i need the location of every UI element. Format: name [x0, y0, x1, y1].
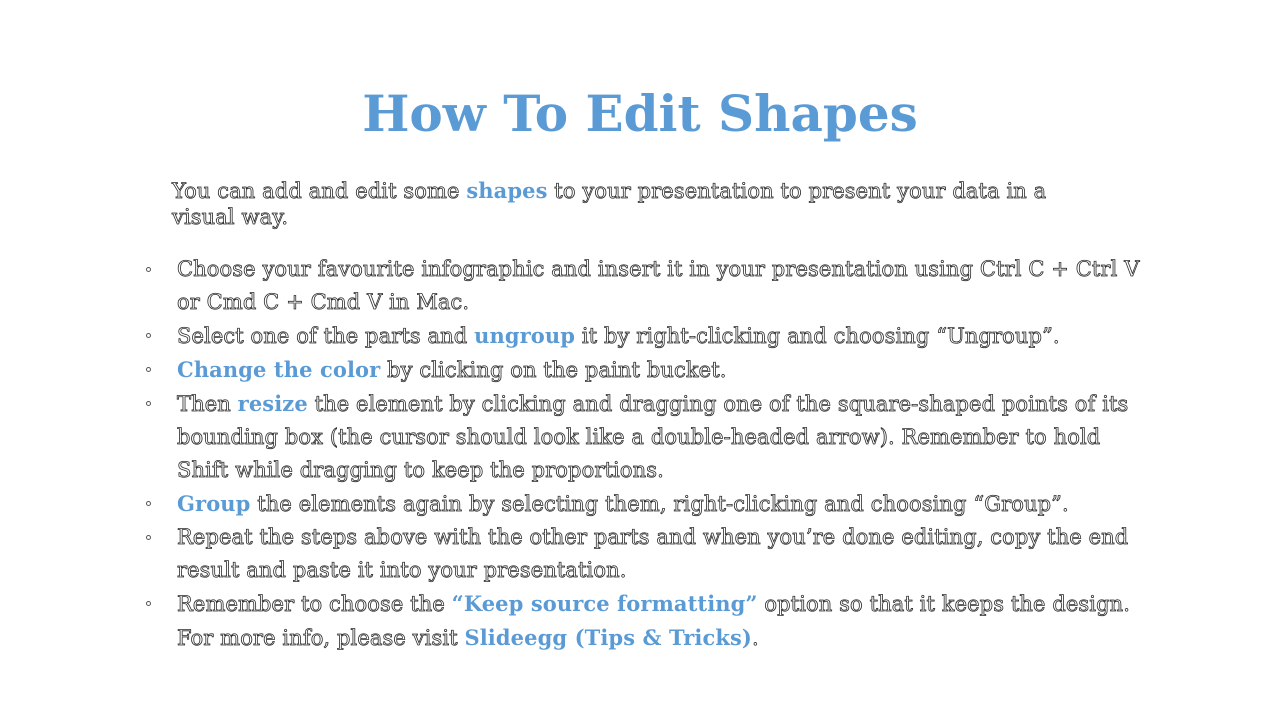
list-item-text: option so that it keeps the design. For more info, please visit — [177, 592, 1131, 650]
bullet-dot-icon — [146, 501, 151, 506]
highlighted-term: Slideegg (Tips & Tricks) — [464, 625, 752, 650]
list-item — [145, 319, 1155, 353]
list-item-text: the elements again by selecting them, right-clicking and choosing “Group”. — [250, 492, 1069, 516]
intro-text-before: You can add and edit some — [172, 179, 467, 203]
highlighted-term: “Keep source formatting” — [451, 591, 758, 616]
list-item-text: by clicking on the paint bucket. — [380, 358, 727, 382]
intro-highlight-shapes: shapes — [466, 178, 548, 203]
intro-paragraph — [172, 178, 1112, 230]
list-item-text: Then — [177, 392, 238, 416]
list-item-text: Select one of the parts and — [177, 324, 475, 348]
list-item — [145, 253, 1155, 319]
list-item-text: Choose your favourite infographic and insert it in your presentation using Ctrl C + Ctrl V or Cmd C + Cmd V in Mac. — [177, 257, 1140, 314]
list-item-text: . — [751, 626, 759, 650]
bullet-dot-icon — [146, 535, 151, 540]
bullet-dot-icon — [146, 601, 151, 606]
list-item — [145, 521, 1155, 587]
instruction-list — [145, 253, 1155, 655]
bullet-dot-icon — [146, 333, 151, 338]
list-item-text: it by right-clicking and choosing “Ungroup”. — [575, 324, 1060, 348]
list-item — [145, 387, 1155, 487]
intro-text-after: to your presentation to present your data in a visual way. — [172, 179, 1047, 229]
list-item-text: Repeat the steps above with the other parts and when you’re done editing, copy the end result and paste it into your presentation. — [177, 525, 1129, 582]
highlighted-term: ungroup — [474, 323, 576, 348]
bullet-dot-icon — [146, 367, 151, 372]
list-item — [145, 487, 1155, 521]
bullet-dot-icon — [146, 401, 151, 406]
highlighted-term: Change the color — [177, 357, 381, 382]
highlighted-term: resize — [237, 391, 308, 416]
list-item — [145, 353, 1155, 387]
highlighted-term: Group — [177, 491, 251, 516]
bullet-dot-icon — [146, 267, 151, 272]
list-item-text: the element by clicking and dragging one of the square-shaped points of its bounding box (the cursor should look like a double-headed arrow). Remember to hold Shift while dragging to keep the proportions. — [177, 392, 1129, 482]
list-item — [145, 587, 1155, 655]
list-item-text: Remember to choose the — [177, 592, 452, 616]
slide-title: How To Edit Shapes — [362, 84, 918, 143]
